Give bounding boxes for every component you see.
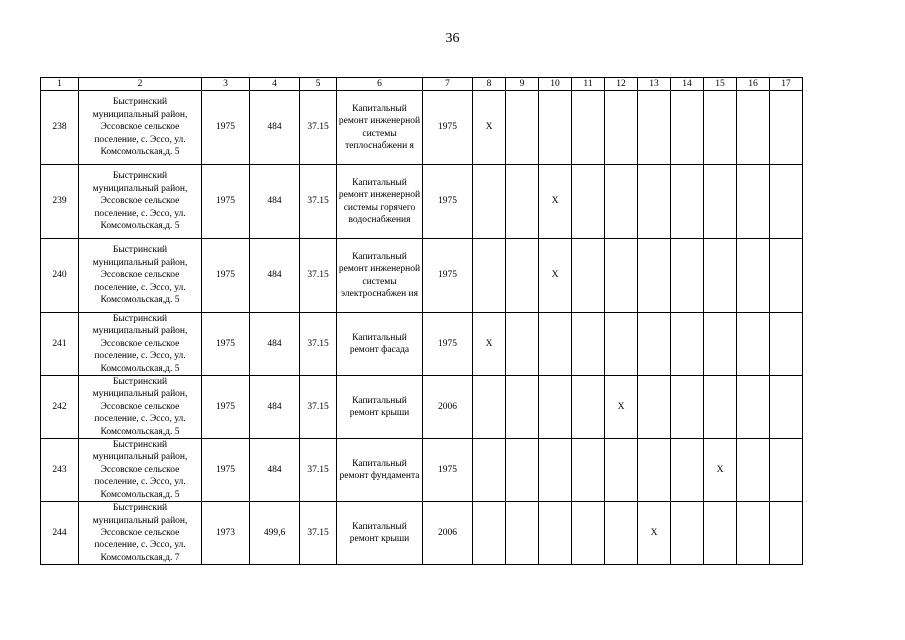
build-year-cell: 1975 — [202, 165, 250, 239]
empty-cell — [737, 239, 770, 313]
empty-cell — [770, 439, 803, 502]
work-type-cell: Капитальный ремонт крыши — [337, 502, 423, 565]
table-row — [41, 313, 803, 376]
empty-cell — [671, 165, 704, 239]
column-header-16: 16 — [737, 78, 770, 91]
column-header-1: 1 — [41, 78, 79, 91]
address-cell: Быстринский муниципальный район, Эссовское сельское поселение, с. Эссо, ул. Комсомольская,д. 5 — [79, 165, 202, 239]
empty-cell — [737, 376, 770, 439]
area-cell: 484 — [250, 165, 300, 239]
table-row — [41, 376, 803, 439]
empty-cell — [539, 502, 572, 565]
work-type-cell: Капитальный ремонт инженерной системы теплоснабжени я — [337, 91, 423, 165]
column-5-cell: 37.15 — [300, 165, 337, 239]
empty-cell — [605, 313, 638, 376]
mark-cell: X — [704, 439, 737, 502]
column-header-12: 12 — [605, 78, 638, 91]
row-number-cell: 241 — [41, 313, 79, 376]
column-header-17: 17 — [770, 78, 803, 91]
column-header-6: 6 — [337, 78, 423, 91]
address-cell: Быстринский муниципальный район, Эссовское сельское поселение, с. Эссо, ул. Комсомольская,д. 5 — [79, 376, 202, 439]
work-type-cell: Капитальный ремонт инженерной системы горячего водоснабжения — [337, 165, 423, 239]
row-number-cell: 242 — [41, 376, 79, 439]
empty-cell — [572, 376, 605, 439]
address-cell: Быстринский муниципальный район, Эссовское сельское поселение, с. Эссо, ул. Комсомольская,д. 5 — [79, 313, 202, 376]
empty-cell — [539, 376, 572, 439]
work-type-cell: Капитальный ремонт фасада — [337, 313, 423, 376]
column-header-11: 11 — [572, 78, 605, 91]
empty-cell — [671, 439, 704, 502]
build-year-cell: 1975 — [202, 376, 250, 439]
empty-cell — [572, 439, 605, 502]
empty-cell — [638, 165, 671, 239]
empty-cell — [506, 502, 539, 565]
column-header-7: 7 — [423, 78, 473, 91]
empty-cell — [473, 439, 506, 502]
empty-cell — [770, 165, 803, 239]
empty-cell — [506, 165, 539, 239]
mark-cell: X — [473, 91, 506, 165]
empty-cell — [704, 313, 737, 376]
empty-cell — [770, 91, 803, 165]
column-7-cell: 1975 — [423, 165, 473, 239]
build-year-cell: 1975 — [202, 439, 250, 502]
empty-cell — [671, 239, 704, 313]
empty-cell — [671, 313, 704, 376]
empty-cell — [572, 502, 605, 565]
column-5-cell: 37.15 — [300, 313, 337, 376]
empty-cell — [506, 239, 539, 313]
column-header-14: 14 — [671, 78, 704, 91]
column-header-5: 5 — [300, 78, 337, 91]
empty-cell — [506, 313, 539, 376]
column-header-10: 10 — [539, 78, 572, 91]
row-number-cell: 244 — [41, 502, 79, 565]
empty-cell — [539, 313, 572, 376]
build-year-cell: 1975 — [202, 313, 250, 376]
empty-cell — [770, 502, 803, 565]
area-cell: 484 — [250, 239, 300, 313]
column-7-cell: 2006 — [423, 376, 473, 439]
empty-cell — [671, 376, 704, 439]
work-type-cell: Капитальный ремонт крыши — [337, 376, 423, 439]
empty-cell — [704, 502, 737, 565]
empty-cell — [605, 165, 638, 239]
build-year-cell: 1975 — [202, 91, 250, 165]
repair-schedule-table — [40, 77, 803, 565]
address-cell: Быстринский муниципальный район, Эссовское сельское поселение, с. Эссо, ул. Комсомольская,д. 5 — [79, 439, 202, 502]
area-cell: 484 — [250, 91, 300, 165]
empty-cell — [572, 313, 605, 376]
empty-cell — [605, 439, 638, 502]
column-7-cell: 2006 — [423, 502, 473, 565]
column-5-cell: 37.15 — [300, 502, 337, 565]
empty-cell — [572, 239, 605, 313]
empty-cell — [638, 239, 671, 313]
column-header-13: 13 — [638, 78, 671, 91]
empty-cell — [704, 165, 737, 239]
address-cell: Быстринский муниципальный район, Эссовское сельское поселение, с. Эссо, ул. Комсомольская,д. 5 — [79, 91, 202, 165]
column-5-cell: 37.15 — [300, 376, 337, 439]
work-type-cell: Капитальный ремонт инженерной системы электроснабжен ия — [337, 239, 423, 313]
table-row — [41, 91, 803, 165]
empty-cell — [506, 91, 539, 165]
empty-cell — [539, 91, 572, 165]
empty-cell — [572, 165, 605, 239]
empty-cell — [770, 239, 803, 313]
empty-cell — [605, 239, 638, 313]
mark-cell: X — [638, 502, 671, 565]
empty-cell — [638, 376, 671, 439]
area-cell: 484 — [250, 376, 300, 439]
mark-cell: X — [473, 313, 506, 376]
column-header-9: 9 — [506, 78, 539, 91]
empty-cell — [506, 439, 539, 502]
empty-cell — [737, 91, 770, 165]
empty-cell — [704, 91, 737, 165]
mark-cell: X — [539, 165, 572, 239]
empty-cell — [605, 502, 638, 565]
column-5-cell: 37.15 — [300, 91, 337, 165]
column-7-cell: 1975 — [423, 239, 473, 313]
column-7-cell: 1975 — [423, 439, 473, 502]
empty-cell — [737, 165, 770, 239]
table-row — [41, 502, 803, 565]
row-number-cell: 239 — [41, 165, 79, 239]
empty-cell — [638, 313, 671, 376]
column-7-cell: 1975 — [423, 313, 473, 376]
column-header-15: 15 — [704, 78, 737, 91]
mark-cell: X — [539, 239, 572, 313]
empty-cell — [638, 439, 671, 502]
empty-cell — [605, 91, 638, 165]
empty-cell — [737, 502, 770, 565]
column-header-2: 2 — [79, 78, 202, 91]
empty-cell — [506, 376, 539, 439]
empty-cell — [638, 91, 671, 165]
empty-cell — [737, 313, 770, 376]
column-5-cell: 37.15 — [300, 439, 337, 502]
column-5-cell: 37.15 — [300, 239, 337, 313]
empty-cell — [704, 239, 737, 313]
address-cell: Быстринский муниципальный район, Эссовское сельское поселение, с. Эссо, ул. Комсомольская,д. 5 — [79, 239, 202, 313]
empty-cell — [770, 313, 803, 376]
row-number-cell: 240 — [41, 239, 79, 313]
work-type-cell: Капитальный ремонт фундамента — [337, 439, 423, 502]
mark-cell: X — [605, 376, 638, 439]
column-header-8: 8 — [473, 78, 506, 91]
header-row — [41, 78, 803, 91]
empty-cell — [671, 91, 704, 165]
empty-cell — [770, 376, 803, 439]
empty-cell — [473, 165, 506, 239]
table-row — [41, 439, 803, 502]
row-number-cell: 238 — [41, 91, 79, 165]
build-year-cell: 1973 — [202, 502, 250, 565]
area-cell: 499,6 — [250, 502, 300, 565]
empty-cell — [737, 439, 770, 502]
table-row — [41, 239, 803, 313]
column-header-4: 4 — [250, 78, 300, 91]
column-header-3: 3 — [202, 78, 250, 91]
empty-cell — [704, 376, 737, 439]
build-year-cell: 1975 — [202, 239, 250, 313]
empty-cell — [539, 439, 572, 502]
area-cell: 484 — [250, 439, 300, 502]
empty-cell — [473, 376, 506, 439]
row-number-cell: 243 — [41, 439, 79, 502]
column-7-cell: 1975 — [423, 91, 473, 165]
empty-cell — [473, 502, 506, 565]
table-row — [41, 165, 803, 239]
empty-cell — [572, 91, 605, 165]
empty-cell — [671, 502, 704, 565]
page-number: 36 — [445, 31, 460, 46]
empty-cell — [473, 239, 506, 313]
area-cell: 484 — [250, 313, 300, 376]
address-cell: Быстринский муниципальный район, Эссовское сельское поселение, с. Эссо, ул. Комсомольская,д. 7 — [79, 502, 202, 565]
